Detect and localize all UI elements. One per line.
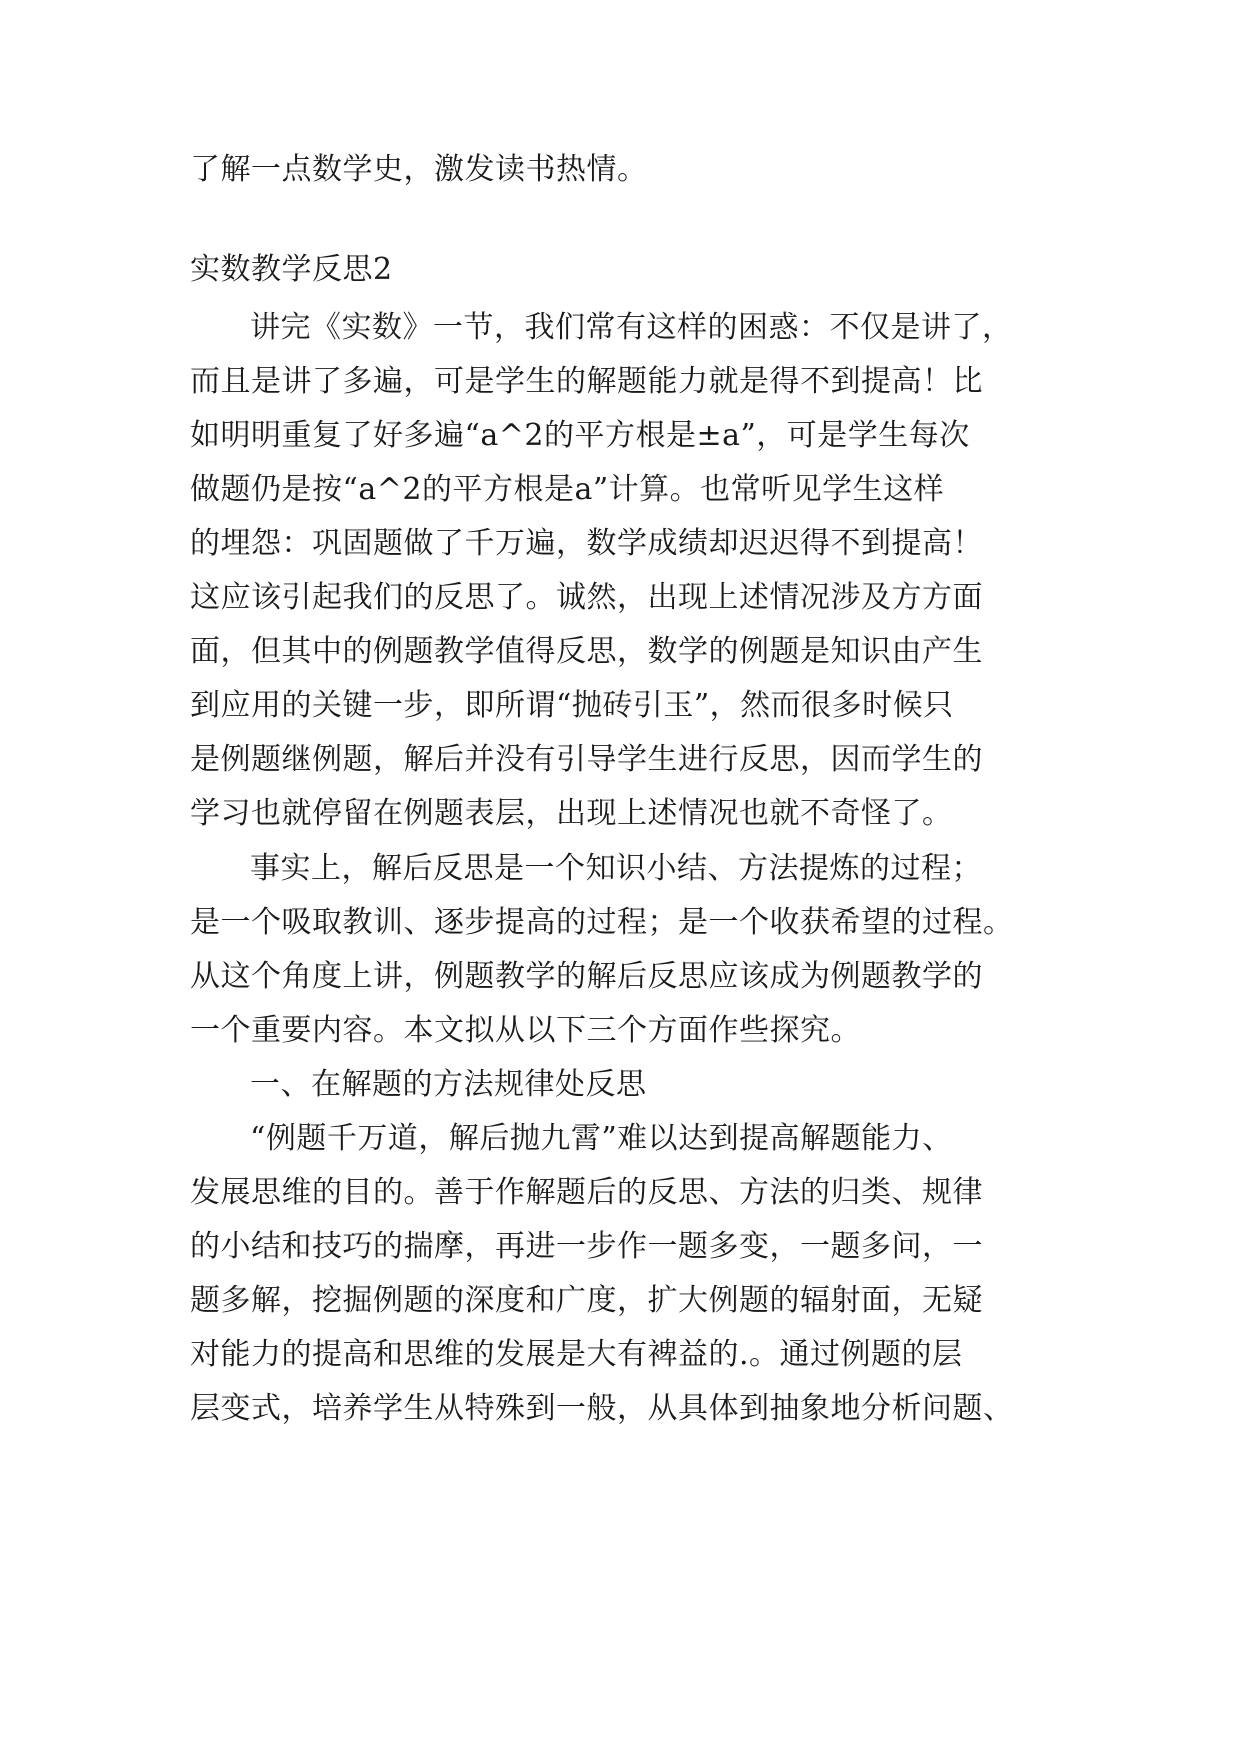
paragraph-line: 的埋怨：巩固题做了千万遍，数学成绩却迟迟得不到提高！ (190, 526, 983, 561)
paragraph-line: 这应该引起我们的反思了。诚然，出现上述情况涉及方方面 (190, 580, 983, 615)
paragraph-line: 发展思维的目的。善于作解题后的反思、方法的归类、规律 (190, 1175, 983, 1210)
paragraph-line: 面，但其中的例题教学值得反思，数学的例题是知识由产生 (190, 634, 983, 669)
paragraph-line: 层变式，培养学生从特殊到一般，从具体到抽象地分析问题、 (190, 1391, 1014, 1426)
paragraph-line: 从这个角度上讲，例题教学的解后反思应该成为例题教学的 (190, 959, 983, 994)
paragraph-line: 做题仍是按“a^2的平方根是a”计算。也常听见学生这样 (190, 472, 945, 507)
paragraph-line: 而且是讲了多遍，可是学生的解题能力就是得不到提高！比 (190, 364, 983, 399)
text-line: 了解一点数学史，激发读书热情。 (190, 152, 648, 187)
paragraph-line: 一个重要内容。本文拟从以下三个方面作些探究。 (190, 1013, 861, 1048)
paragraph-line: 题多解，挖掘例题的深度和广度，扩大例题的辐射面，无疑 (190, 1283, 983, 1318)
paragraph-line: 讲完《实数》一节，我们常有这样的困惑：不仅是讲了， (250, 310, 1013, 345)
paragraph-line: 的小结和技巧的揣摩，再进一步作一题多变，一题多问，一 (190, 1229, 983, 1264)
paragraph-line: 对能力的提高和思维的发展是大有裨益的.。通过例题的层 (190, 1337, 963, 1372)
section-title: 实数教学反思2 (190, 252, 393, 287)
paragraph-line: 到应用的关键一步，即所谓“抛砖引玉”，然而很多时候只 (190, 688, 954, 723)
paragraph-line: “例题千万道，解后抛九霄”难以达到提高解题能力、 (250, 1121, 953, 1156)
paragraph-line: 学习也就停留在例题表层，出现上述情况也就不奇怪了。 (190, 796, 953, 831)
paragraph-line: 是一个吸取教训、逐步提高的过程；是一个收获希望的过程。 (190, 905, 1014, 940)
paragraph-line: 如明明重复了好多遍“a^2的平方根是±a”，可是学生每次 (190, 418, 970, 453)
paragraph-line: 事实上，解后反思是一个知识小结、方法提炼的过程； (250, 851, 982, 886)
subheading: 一、在解题的方法规律处反思 (250, 1067, 647, 1102)
paragraph-line: 是例题继例题，解后并没有引导学生进行反思，因而学生的 (190, 742, 983, 777)
